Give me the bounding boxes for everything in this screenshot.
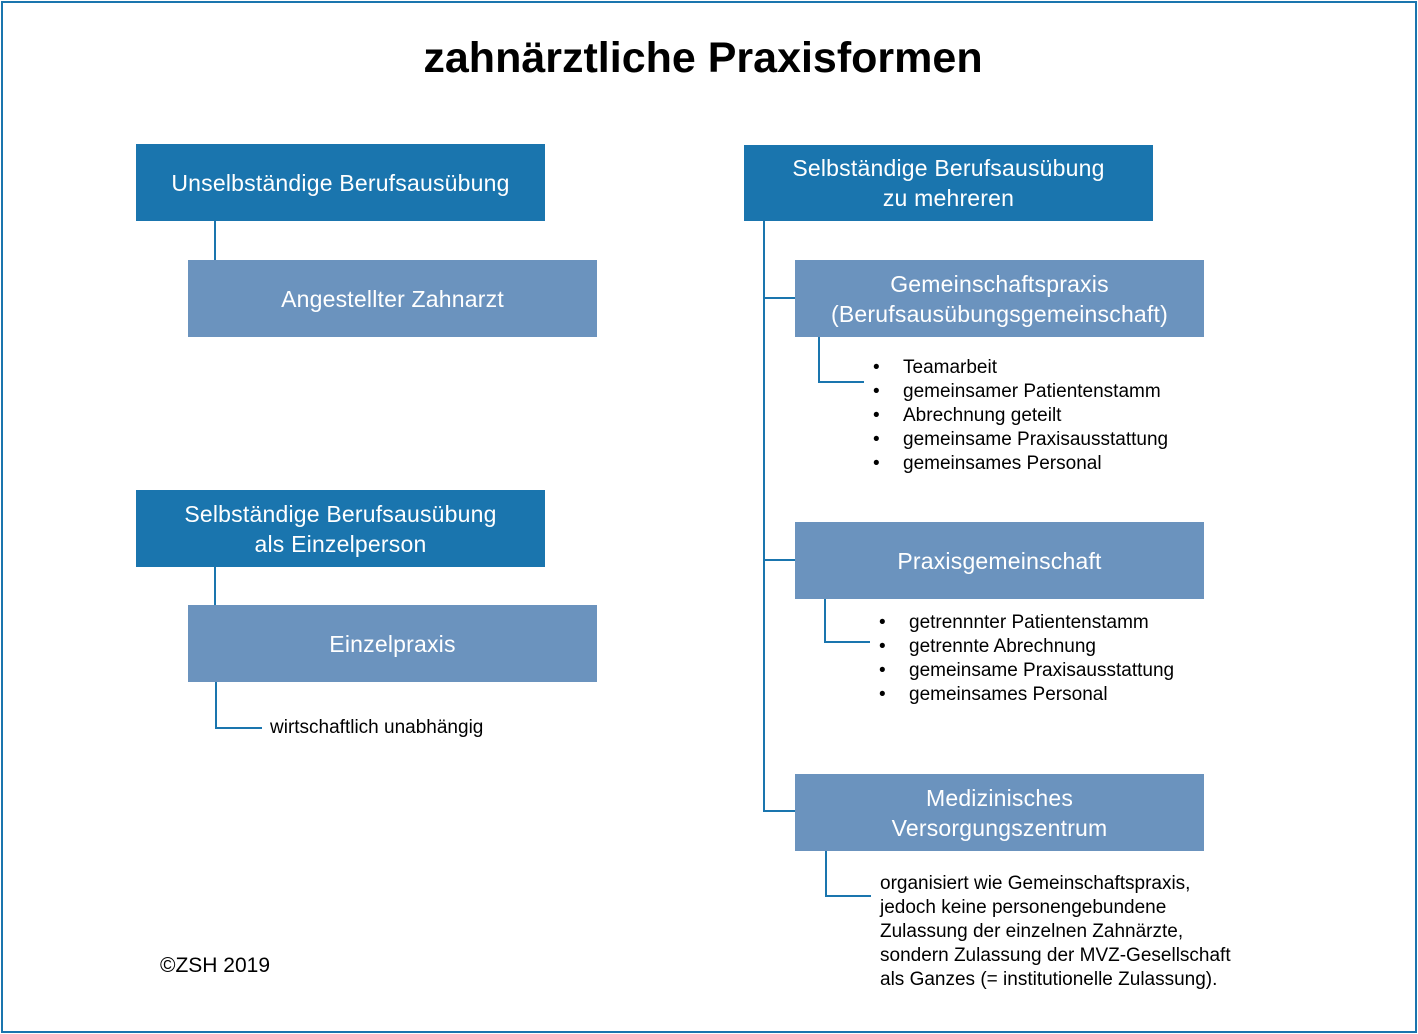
unselbstaendig-header-label: Unselbständige Berufsausübung [171, 169, 510, 196]
mvz-note-line: jedoch keine personengebundene [880, 897, 1167, 918]
connector-to-mvz [763, 810, 795, 812]
list-item: • gemeinsame Praxisausstattung [879, 659, 1174, 683]
einzelpraxis-label: Einzelpraxis [329, 630, 456, 657]
list-item: • gemeinsames Personal [879, 683, 1174, 707]
gemeinschaftspraxis-line2: (Berufsausübungsgemeinschaft) [831, 300, 1168, 327]
list-item: • gemeinsames Personal [873, 452, 1168, 476]
gemeinschaftspraxis-bullets [873, 356, 1168, 476]
gemeinschaftspraxis-box [795, 260, 1204, 337]
praxisgemeinschaft-bullets [879, 611, 1174, 707]
einzelperson-header-line2: als Einzelperson [254, 530, 427, 557]
mvz-note-line: als Ganzes (= institutionelle Zulassung). [880, 969, 1218, 990]
connector-mvz-horizontal [825, 895, 871, 897]
einzelpraxis-note: wirtschaftlich unabhängig [270, 717, 484, 738]
angestellter-zahnarzt-box [188, 260, 597, 337]
mvz-note-line: organisiert wie Gemeinschaftspraxis, [880, 873, 1191, 894]
unselbstaendig-header-box [136, 144, 545, 221]
einzelpraxis-box [188, 605, 597, 682]
praxisgemeinschaft-label: Praxisgemeinschaft [897, 547, 1102, 574]
mvz-note [880, 872, 1231, 992]
connector-unselbstaendig [214, 221, 216, 260]
list-item: • gemeinsamer Patientenstamm [873, 380, 1168, 404]
diagram-title: zahnärztliche Praxisformen [423, 34, 983, 82]
connector-einzelpraxis-horizontal [215, 727, 262, 729]
angestellter-zahnarzt-label: Angestellter Zahnarzt [281, 285, 504, 312]
connector-einzelpraxis-vertical [215, 682, 217, 728]
mvz-line1: Medizinisches [925, 784, 1074, 811]
connector-gemeinschaftspraxis-vertical [818, 337, 820, 383]
mehrere-header-box [744, 145, 1153, 221]
einzelperson-header-line1: Selbständige Berufsausübung [184, 500, 497, 527]
connector-to-gemeinschaftspraxis [763, 297, 795, 299]
connector-mvz-vertical [825, 851, 827, 897]
einzelperson-header-box [136, 490, 545, 567]
mehrere-header-line1: Selbständige Berufsausübung [792, 155, 1105, 181]
praxisgemeinschaft-box [795, 522, 1204, 599]
mehrere-header-line2: zu mehreren [882, 185, 1015, 211]
connector-einzelperson [214, 567, 216, 605]
list-item: • getrennte Abrechnung [879, 635, 1174, 659]
mvz-box [795, 774, 1204, 851]
connector-gemeinschaftspraxis-horizontal [818, 381, 864, 383]
list-item: • Abrechnung geteilt [873, 404, 1168, 428]
mvz-line2: Versorgungszentrum [891, 814, 1108, 841]
list-item: • Teamarbeit [873, 356, 1168, 380]
copyright: ©ZSH 2019 [160, 954, 271, 977]
connector-to-praxisgemeinschaft [763, 559, 795, 561]
connector-mehrere-trunk [763, 221, 765, 811]
connector-praxisgemeinschaft-vertical [824, 599, 826, 643]
mvz-note-line: sondern Zulassung der MVZ-Gesellschaft [880, 945, 1231, 966]
list-item: • gemeinsame Praxisausstattung [873, 428, 1168, 452]
mvz-note-line: Zulassung der einzelnen Zahnärzte, [880, 921, 1184, 942]
connector-praxisgemeinschaft-horizontal [824, 641, 870, 643]
list-item: • getrennnter Patientenstamm [879, 611, 1174, 635]
gemeinschaftspraxis-line1: Gemeinschaftspraxis [890, 270, 1109, 297]
